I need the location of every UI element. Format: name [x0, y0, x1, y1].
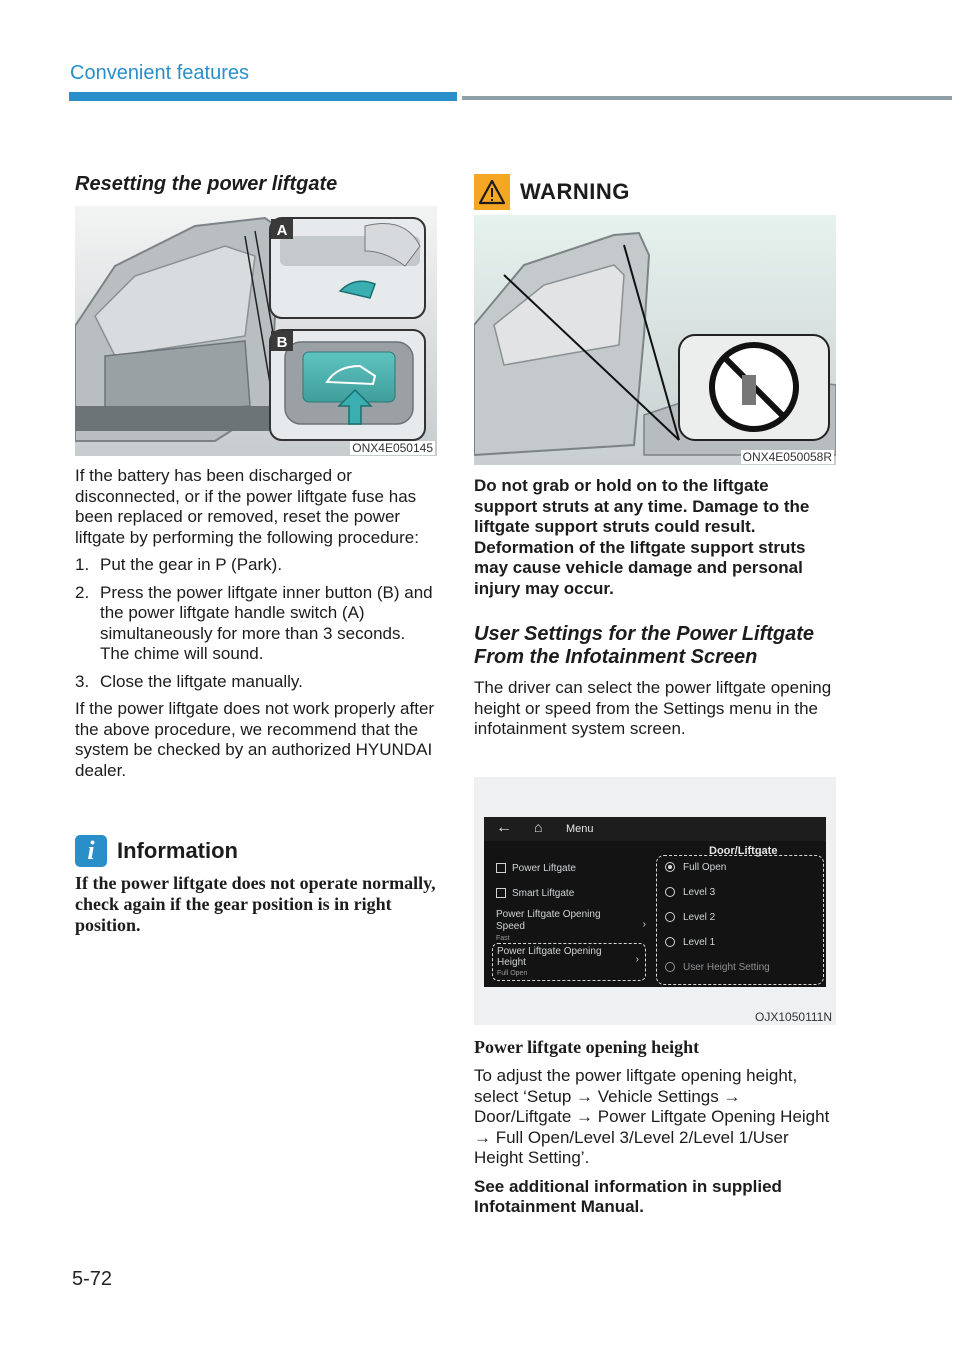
home-icon[interactable]: ⌂ — [534, 819, 543, 835]
menu-item-smart-liftgate[interactable]: Smart Liftgate — [496, 888, 574, 899]
info-title: Information — [117, 838, 238, 863]
liftgate-reset-illustration — [75, 206, 437, 456]
infotainment-screen — [484, 817, 826, 987]
strut-warning-illustration — [474, 215, 836, 465]
warning-title: WARNING — [520, 179, 630, 204]
panel-title: Door/Liftgate — [709, 845, 778, 857]
info-text: If the power liftgate does not operate normally, check again if the gear position is in right position. — [75, 873, 436, 935]
radio-icon[interactable] — [665, 937, 675, 947]
radio-icon[interactable] — [665, 962, 675, 972]
radio-selected-icon[interactable] — [665, 862, 675, 872]
info-icon: i — [75, 835, 107, 867]
warning-icon — [474, 174, 510, 210]
reset-after: If the power liftgate does not work properly after the above procedure, we recommend that the system be checked by an authorized HYUNDAI dealer. — [75, 699, 435, 780]
header-bar-rule — [462, 96, 952, 100]
page-number: 5-72 — [72, 1268, 113, 1290]
menu-label[interactable]: Menu — [566, 823, 594, 835]
user-settings-heading: User Settings for the Power Liftgate From the Infotainment Screen — [474, 623, 815, 668]
warning-figure-code: ONX4E050058R — [742, 450, 832, 464]
reset-intro: If the battery has been discharged or disconnected, or if the power liftgate fuse has been replaced or removed, reset the power liftgate by performing the following procedure: — [75, 466, 419, 547]
infotainment-figure — [474, 777, 836, 1025]
infotainment-manual-note: See additional information in supplied Infotainment Manual. — [474, 1176, 782, 1216]
opening-height-subheading: Power liftgate opening height — [474, 1037, 700, 1057]
menu-item-opening-speed[interactable]: Power Liftgate Opening Speed Fast › — [496, 909, 646, 942]
step-2: 2. Press the power liftgate inner button (B) and the power liftgate handle switch (A) simultaneously for more than 3 seconds. The chime will sound. — [75, 582, 433, 663]
warning-text: Do not grab or hold on to the liftgate support struts at any time. Damage to the liftgate support struts could result. Deformation of the liftgate support struts may cause vehicle damage and personal injury may occur. — [474, 476, 810, 598]
option-level-2[interactable]: Level 2 — [665, 912, 715, 923]
menu-item-power-liftgate[interactable]: Power Liftgate — [496, 863, 576, 874]
figure-code: ONX4E050145 — [352, 441, 433, 455]
step-1: 1. Put the gear in P (Park). — [75, 555, 283, 574]
section-title: Convenient features — [70, 62, 250, 84]
screen-figure-code: OJX1050111N — [755, 1010, 832, 1024]
liftgate-reset-figure — [75, 206, 437, 456]
label-a: A — [276, 222, 288, 239]
option-level-1[interactable]: Level 1 — [665, 937, 715, 948]
height-options-panel — [656, 855, 824, 985]
checkbox-icon[interactable] — [496, 863, 506, 873]
option-full-open[interactable]: Full Open — [665, 862, 726, 873]
step-3: 3. Close the liftgate manually. — [75, 671, 303, 691]
option-level-3[interactable]: Level 3 — [665, 887, 715, 898]
menu-item-opening-height[interactable]: Power Liftgate Opening Height Full Open › — [492, 943, 646, 981]
user-settings-intro: The driver can select the power liftgate opening height or speed from the Settings menu in the infotainment system screen. — [474, 678, 832, 738]
reset-heading: Resetting the power liftgate — [75, 173, 338, 195]
header-bar-accent — [69, 92, 457, 101]
label-b: B — [276, 334, 288, 351]
back-arrow-icon[interactable]: ← — [496, 819, 512, 836]
chevron-right-icon: › — [635, 954, 639, 965]
checkbox-icon[interactable] — [496, 888, 506, 898]
chevron-right-icon: › — [642, 919, 646, 930]
warning-header — [474, 174, 630, 210]
warning-figure — [474, 215, 836, 465]
opening-height-instruction: To adjust the power liftgate opening height, select ‘Setup → Vehicle Settings → Door/Liftgate → Power Liftgate Opening Height → Full Open/Level 3/Level 2/Level 1/User Height Setting’. — [474, 1066, 830, 1167]
radio-icon[interactable] — [665, 912, 675, 922]
option-user-height[interactable]: User Height Setting — [665, 962, 770, 973]
radio-icon[interactable] — [665, 887, 675, 897]
information-note — [75, 835, 437, 936]
